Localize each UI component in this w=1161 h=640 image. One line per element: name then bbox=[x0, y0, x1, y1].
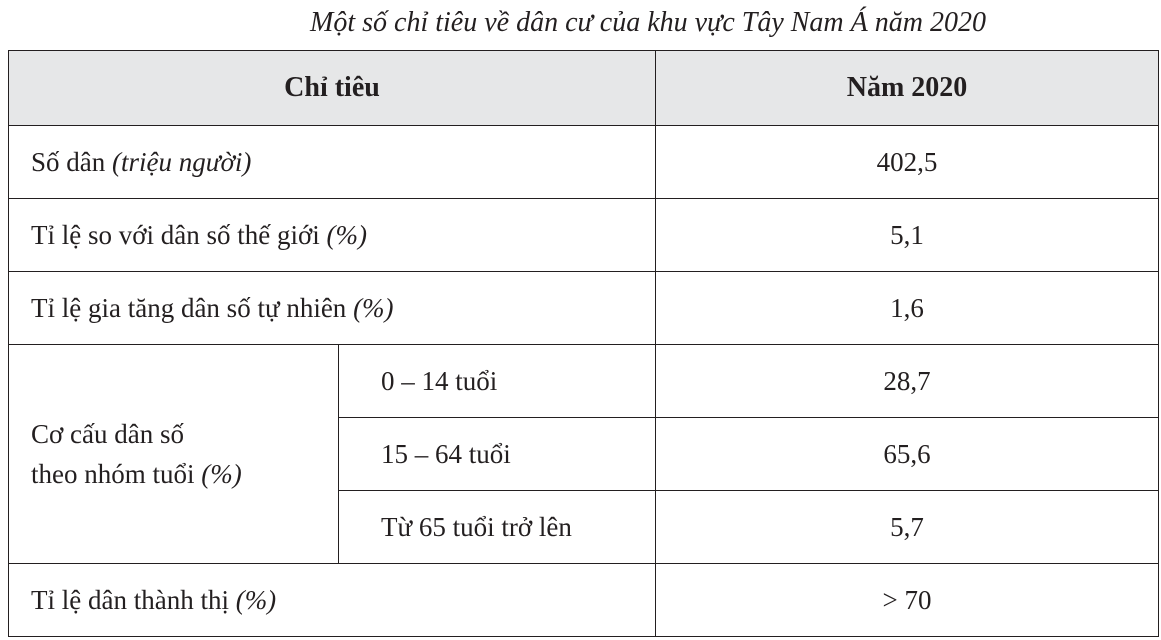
row-value-natural-growth: 1,6 bbox=[656, 272, 1159, 345]
header-indicator: Chỉ tiêu bbox=[9, 51, 656, 126]
age-group-value: 65,6 bbox=[656, 418, 1159, 491]
population-table bbox=[8, 50, 1159, 637]
age-group-label: 0 – 14 tuổi bbox=[339, 345, 656, 418]
age-group-value: 5,7 bbox=[656, 491, 1159, 564]
age-group-label: 15 – 64 tuổi bbox=[339, 418, 656, 491]
table-row bbox=[9, 272, 1159, 345]
row-label-text: Tỉ lệ so với dân số thế giới bbox=[31, 219, 327, 250]
row-unit: (triệu người) bbox=[112, 146, 252, 177]
row-label-text: Số dân bbox=[31, 146, 112, 177]
table-row bbox=[9, 126, 1159, 199]
table-caption: Một số chỉ tiêu về dân cư của khu vực Tây Nam Á năm 2020 bbox=[310, 7, 986, 38]
row-label-urban bbox=[9, 564, 656, 637]
row-label-population bbox=[9, 126, 656, 199]
row-unit: (%) bbox=[326, 219, 368, 250]
row-value-urban: > 70 bbox=[656, 564, 1159, 637]
row-unit: (%) bbox=[201, 459, 242, 489]
table-row bbox=[9, 564, 1159, 637]
row-label-text: Tỉ lệ gia tăng dân số tự nhiên bbox=[31, 292, 354, 323]
row-label-age-structure bbox=[9, 345, 339, 564]
row-unit: (%) bbox=[353, 292, 394, 323]
row-label-natural-growth bbox=[9, 272, 656, 345]
header-year: Năm 2020 bbox=[656, 51, 1159, 126]
row-value-population: 402,5 bbox=[656, 126, 1159, 199]
age-group-value: 28,7 bbox=[656, 345, 1159, 418]
row-unit: (%) bbox=[235, 584, 277, 615]
age-structure-line2: theo nhóm tuổi bbox=[31, 459, 202, 489]
age-group-label: Từ 65 tuổi trở lên bbox=[339, 491, 656, 564]
row-label-text: Tỉ lệ dân thành thị bbox=[31, 584, 236, 615]
table-row bbox=[9, 345, 1159, 418]
table-header-row bbox=[9, 51, 1159, 126]
table-row bbox=[9, 199, 1159, 272]
age-structure-line1: Cơ cấu dân số bbox=[31, 419, 184, 449]
row-value-world-share: 5,1 bbox=[656, 199, 1159, 272]
row-label-world-share bbox=[9, 199, 656, 272]
